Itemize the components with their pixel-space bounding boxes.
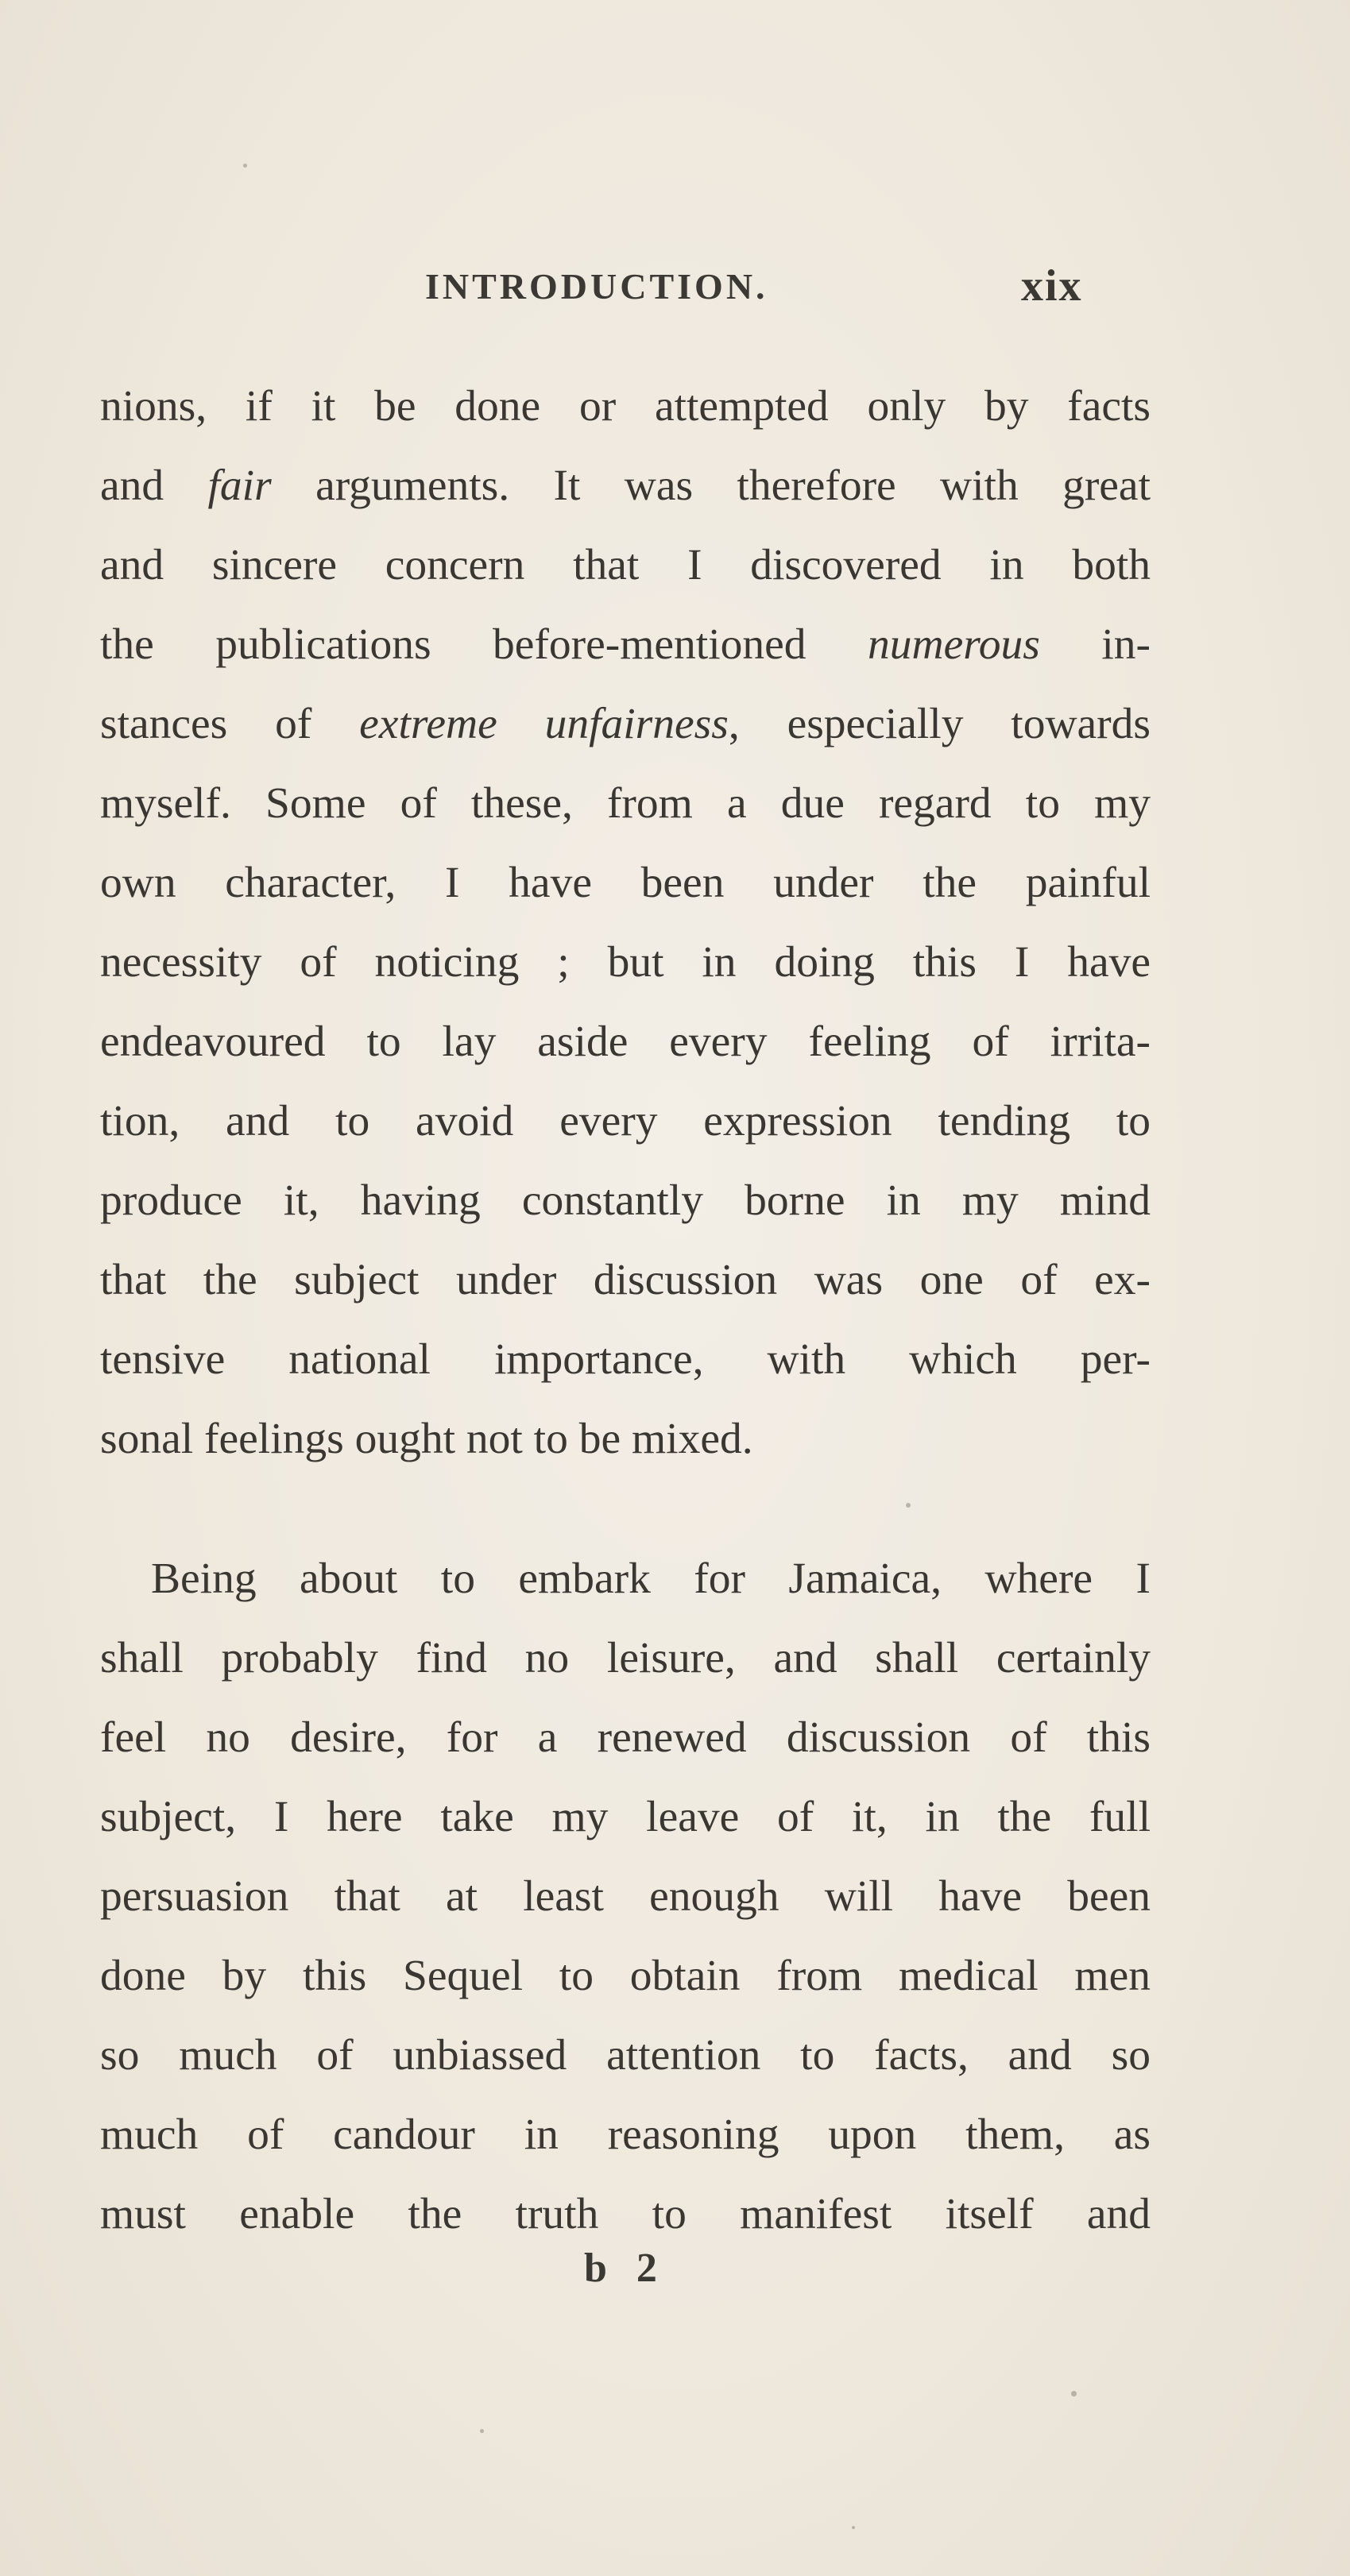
- text-line: sonal feelings ought not to be mixed.: [100, 1415, 753, 1463]
- emphasis-extreme-unfairness: extreme unfairness: [359, 700, 729, 748]
- text-line: Being about to embark for Jamaica, where I: [151, 1554, 1151, 1603]
- paragraph-1: [100, 367, 1151, 1479]
- signature-mark: b 2: [584, 2246, 667, 2291]
- text-line: and sincere concern that I discovered in both: [100, 541, 1151, 589]
- text-line: endeavoured to lay aside every feeling of irrita-: [100, 1018, 1151, 1066]
- emphasis-numerous: numerous: [868, 620, 1040, 669]
- paper-speck: [906, 1503, 911, 1508]
- text-line: the publications before-mentioned numerous in-: [100, 620, 1151, 669]
- text-line: tensive national importance, with which per-: [100, 1335, 1151, 1384]
- text-line: feel no desire, for a renewed discussion of this: [100, 1713, 1151, 1762]
- paper-speck: [852, 2526, 855, 2529]
- text-line: shall probably find no leisure, and shall certainly: [100, 1634, 1151, 1682]
- text-line: own character, I have been under the painful: [100, 859, 1151, 907]
- text-line: subject, I here take my leave of it, in the full: [100, 1793, 1151, 1841]
- page-number: xix: [1021, 261, 1083, 311]
- text-line: nions, if it be done or attempted only by facts: [100, 382, 1151, 431]
- running-title: INTRODUCTION.: [425, 266, 768, 307]
- running-head: [0, 253, 1350, 316]
- emphasis-fair: fair: [207, 462, 272, 510]
- text-line: that the subject under discussion was one of ex-: [100, 1256, 1151, 1304]
- text-line: necessity of noticing ; but in doing this I have: [100, 938, 1151, 987]
- paper-speck: [1071, 2391, 1077, 2396]
- text-line: tion, and to avoid every expression tending to: [100, 1097, 1151, 1145]
- text-line: done by this Sequel to obtain from medical men: [100, 1952, 1151, 2000]
- text-line: stances of extreme unfairness, especially towards: [100, 700, 1151, 748]
- paper-speck: [480, 2429, 484, 2433]
- paper-speck: [243, 164, 247, 168]
- text-line: myself. Some of these, from a due regard to my: [100, 779, 1151, 828]
- text-line: so much of unbiassed attention to facts, and so: [100, 2031, 1151, 2080]
- text-line: much of candour in reasoning upon them, as: [100, 2111, 1151, 2159]
- text-line: produce it, having constantly borne in my mind: [100, 1176, 1151, 1225]
- paragraph-2: [100, 1539, 1151, 2254]
- text-line: must enable the truth to manifest itself and: [100, 2190, 1151, 2238]
- text-line: persuasion that at least enough will have been: [100, 1872, 1151, 1921]
- text-line: and fair arguments. It was therefore with great: [100, 462, 1151, 510]
